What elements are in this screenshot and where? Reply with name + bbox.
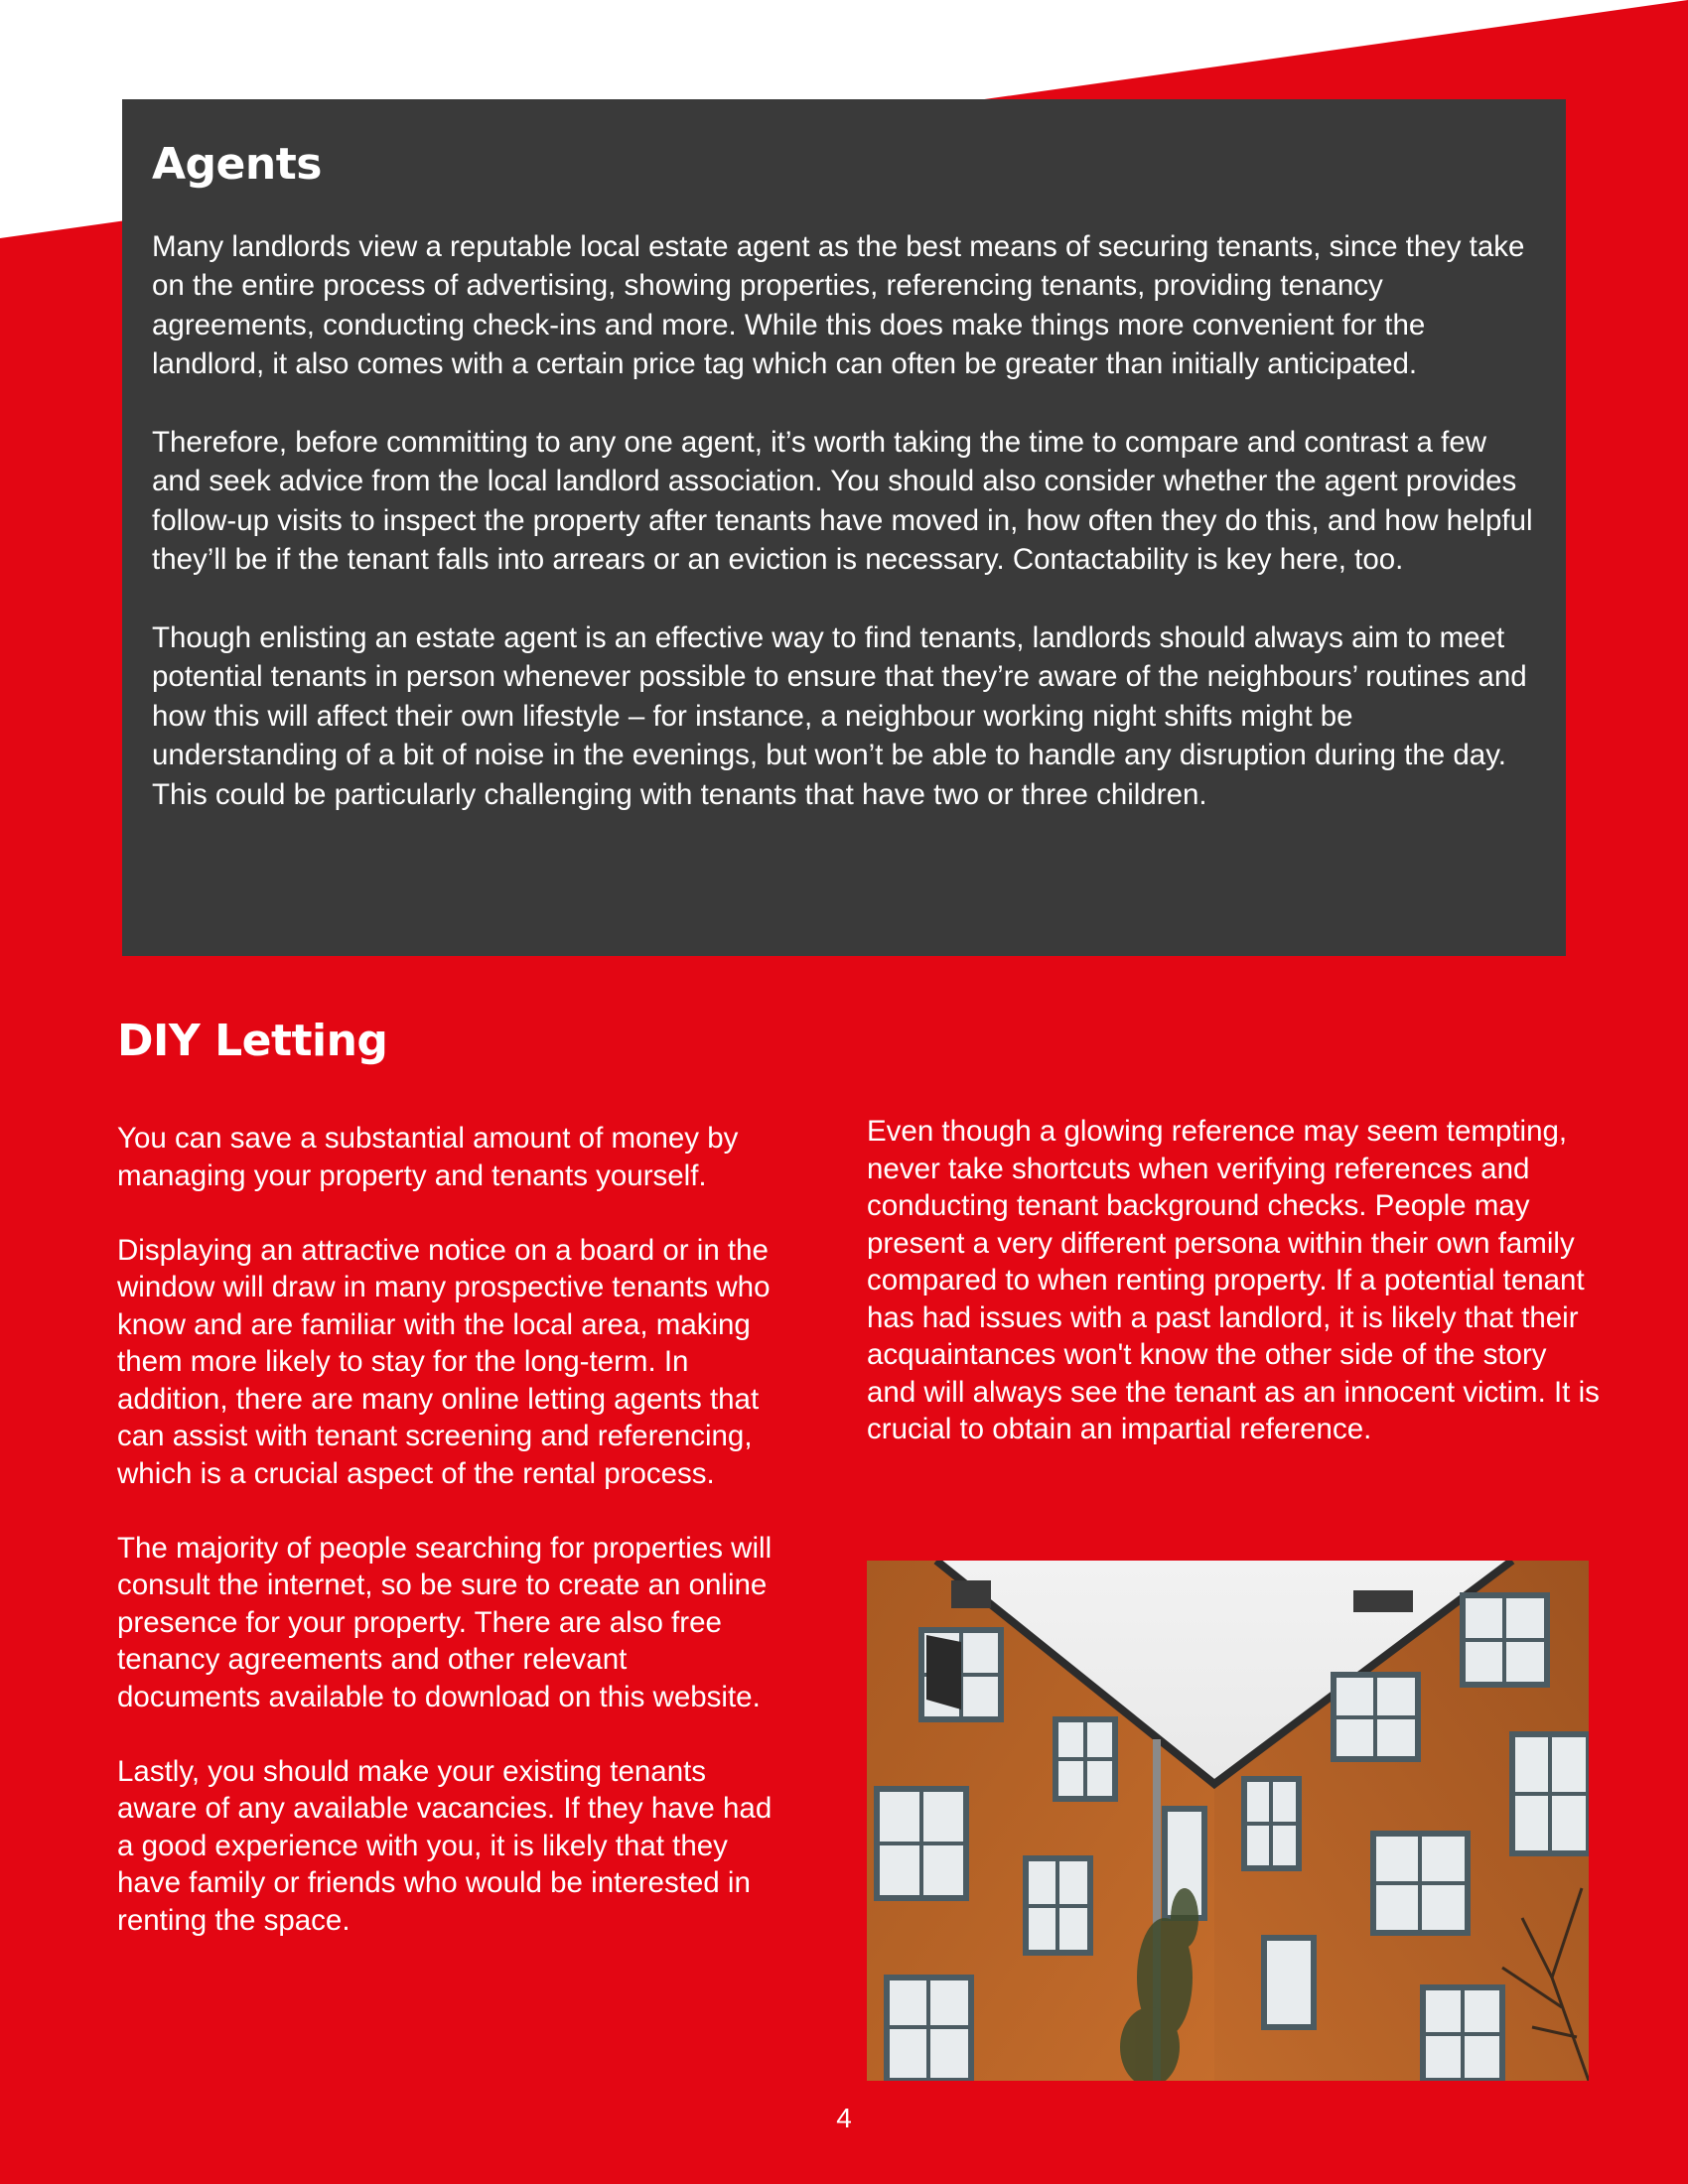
diy-paragraph: You can save a substantial amount of money by managing your property and tenants yourself. xyxy=(117,1122,739,1192)
diy-letting-heading: DIY Letting xyxy=(117,1016,388,1066)
brick-building-photo xyxy=(867,1561,1589,2081)
agents-panel xyxy=(122,99,1566,956)
page-number: 4 xyxy=(836,2103,852,2133)
diy-paragraph: Even though a glowing reference may seem tempting, never take shortcuts when verifying references and conducting tenant background checks. People may present a very different persona within their own family compared to when renting property. If a potential tenant has had issues with a past landlord, it is likely that their acquaintances won't know the other side of the story and will always see the tenant as an innocent victim. It is crucial to obtain an impartial reference. xyxy=(867,1115,1600,1445)
diy-paragraph: Displaying an attractive notice on a board or in the window will draw in many prospective tenants who know and are familiar with the local area, making them more likely to stay for the long-term. In addition, there are many online letting agents that can assist with tenant screening and referencing, which is a crucial aspect of the rental process. xyxy=(117,1233,771,1490)
diy-paragraph: Lastly, you should make your existing tenants aware of any available vacancies. If they have had a good experience with you, it is likely that they have family or friends who would be interested in renting the space. xyxy=(117,1754,773,1937)
agents-paragraph: Though enlisting an estate agent is an effective way to find tenants, landlords should always aim to meet potential tenants in person whenever possible to ensure that they’re aware of the neighbours’ routines and how this will affect their own lifestyle – for instance, a neighbour working night shifts might be understanding of a bit of noise in the evenings, but won’t be able to handle any disruption during the day. This could be particularly challenging with tenants that have two or three children. xyxy=(152,620,1527,811)
agents-paragraph: Therefore, before committing to any one agent, it’s worth taking the time to compare and contrast a few and seek advice from the local landlord association. You should also consider whether the agent provides follow-up visits to inspect the property after tenants have moved in, how often they do this, and how helpful they’ll be if the tenant falls into arrears or an eviction is necessary. Contactability is key here, too. xyxy=(152,425,1533,577)
agents-paragraph: Many landlords view a reputable local estate agent as the best means of securing tenants, since they take on the entire process of advertising, showing properties, referencing tenants, providing tenancy agreements, conducting check-ins and more. While this does make things more convenient for the landlord, it also comes with a certain price tag which can often be greater than initially anticipated. xyxy=(152,229,1525,381)
diy-right-column xyxy=(867,1113,1602,1485)
diy-paragraph: The majority of people searching for properties will consult the internet, so be sure to create an online presence for your property. There are also free tenancy agreements and other relevant documents available to download on this website. xyxy=(117,1531,773,1713)
agents-heading: Agents xyxy=(152,139,322,190)
diy-left-column xyxy=(117,1120,773,1977)
